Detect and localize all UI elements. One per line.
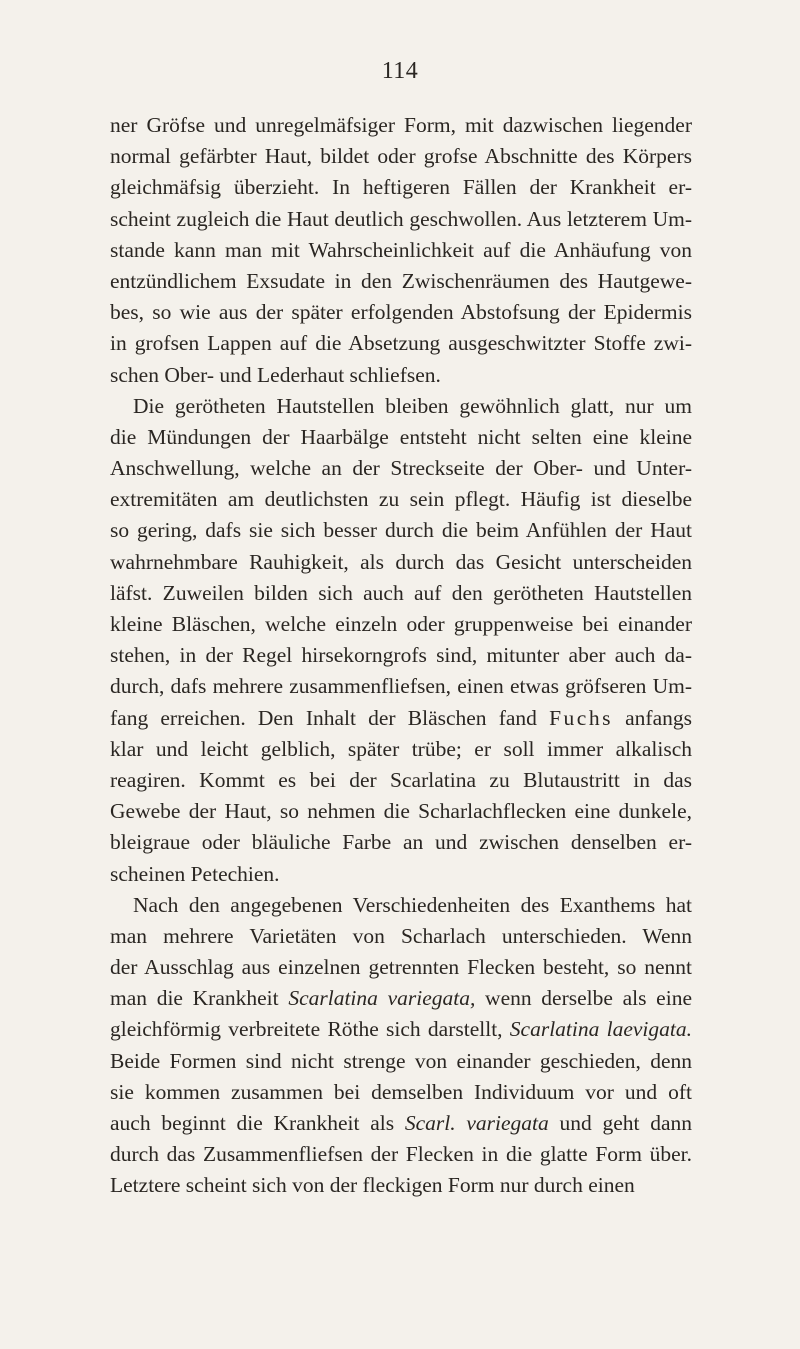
text-line: entzündlichem Exsudate in den Zwischenräumen des Hautgewe- xyxy=(110,268,692,293)
text-line: Beide Formen sind nicht strenge von einander geschieden, denn xyxy=(110,1048,692,1073)
text-line: gleichmäfsig überzieht. In heftigeren Fällen der Krankheit er- xyxy=(110,175,692,200)
text-line: wahrnehmbare Rauhigkeit, als durch das Gesicht unterscheiden xyxy=(110,549,692,574)
text-line: kleine Bläschen, welche einzeln oder gruppenweise bei einander xyxy=(110,612,692,636)
text-line: so gering, dafs sie sich besser durch die beim Anfühlen der Haut xyxy=(110,518,692,543)
text-line: man die Krankheit Scarlatina variegata, wenn derselbe als eine xyxy=(110,986,692,1011)
text-line: läfst. Zuweilen bilden sich auch auf den gerötheten Hautstellen xyxy=(110,580,692,605)
text-line: schen Ober- und Lederhaut schliefsen. xyxy=(110,362,441,387)
text-line: Gewebe der Haut, so nehmen die Scharlachflecken eine dunkele, xyxy=(110,799,692,824)
text-line: normal gefärbter Haut, bildet oder grofse Abschnitte des Körpers xyxy=(110,144,692,169)
text-line: Nach den angegebenen Verschiedenheiten des Exanthems hat xyxy=(133,892,692,917)
text-line: durch, dafs mehrere zusammenfliefsen, einen etwas gröfseren Um- xyxy=(110,674,692,699)
text-line: man mehrere Varietäten von Scharlach unterschieden. Wenn xyxy=(110,923,692,948)
text-line: stehen, in der Regel hirsekorngrofs sind, mitunter aber auch da- xyxy=(110,643,692,668)
text-line: bes, so wie aus der später erfolgenden Abstofsung der Epidermis xyxy=(110,300,692,325)
text-line: fang erreichen. Den Inhalt der Bläschen fand Fuchs anfangs xyxy=(110,705,692,730)
text-line: reagiren. Kommt es bei der Scarlatina zu Blutaustritt in das xyxy=(110,767,692,792)
text-line: durch das Zusammenfliefsen der Flecken in die glatte Form über. xyxy=(110,1142,692,1167)
text-line: Letztere scheint sich von der fleckigen Form nur durch einen xyxy=(110,1173,635,1198)
text-line: stande kann man mit Wahrscheinlichkeit auf die Anhäufung von xyxy=(110,237,692,262)
text-line: bleigraue oder bläuliche Farbe an und zwischen denselben er- xyxy=(110,830,692,855)
text-line: die Mündungen der Haarbälge entsteht nicht selten eine kleine xyxy=(110,424,692,449)
text-line: ner Gröfse und unregelmäfsiger Form, mit dazwischen liegender xyxy=(110,113,692,137)
text-line: in grofsen Lappen auf die Absetzung ausgeschwitzter Stoffe zwi- xyxy=(110,331,692,356)
text-line: auch beginnt die Krankheit als Scarl. variegata und geht dann xyxy=(110,1111,692,1135)
text-line: Anschwellung, welche an der Streckseite der Ober- und Unter- xyxy=(110,456,692,481)
page-number: 114 xyxy=(381,58,419,84)
text-line: der Ausschlag aus einzelnen getrennten Flecken besteht, so nennt xyxy=(110,955,692,980)
text-line: scheint zugleich die Haut deutlich geschwollen. Aus letzterem Um- xyxy=(110,206,692,231)
body-text xyxy=(110,110,692,1202)
text-line: gleichförmig verbreitete Röthe sich darstellt, Scarlatina laevigata. xyxy=(110,1017,692,1042)
text-line: klar und leicht gelblich, später trübe; er soll immer alkalisch xyxy=(110,736,692,761)
text-line: extremitäten am deutlichsten zu sein pflegt. Häufig ist dieselbe xyxy=(110,487,692,512)
text-line: Die gerötheten Hautstellen bleiben gewöhnlich glatt, nur um xyxy=(133,393,692,418)
text-line: scheinen Petechien. xyxy=(110,861,280,886)
text-line: sie kommen zusammen bei demselben Individuum vor und oft xyxy=(110,1079,692,1104)
